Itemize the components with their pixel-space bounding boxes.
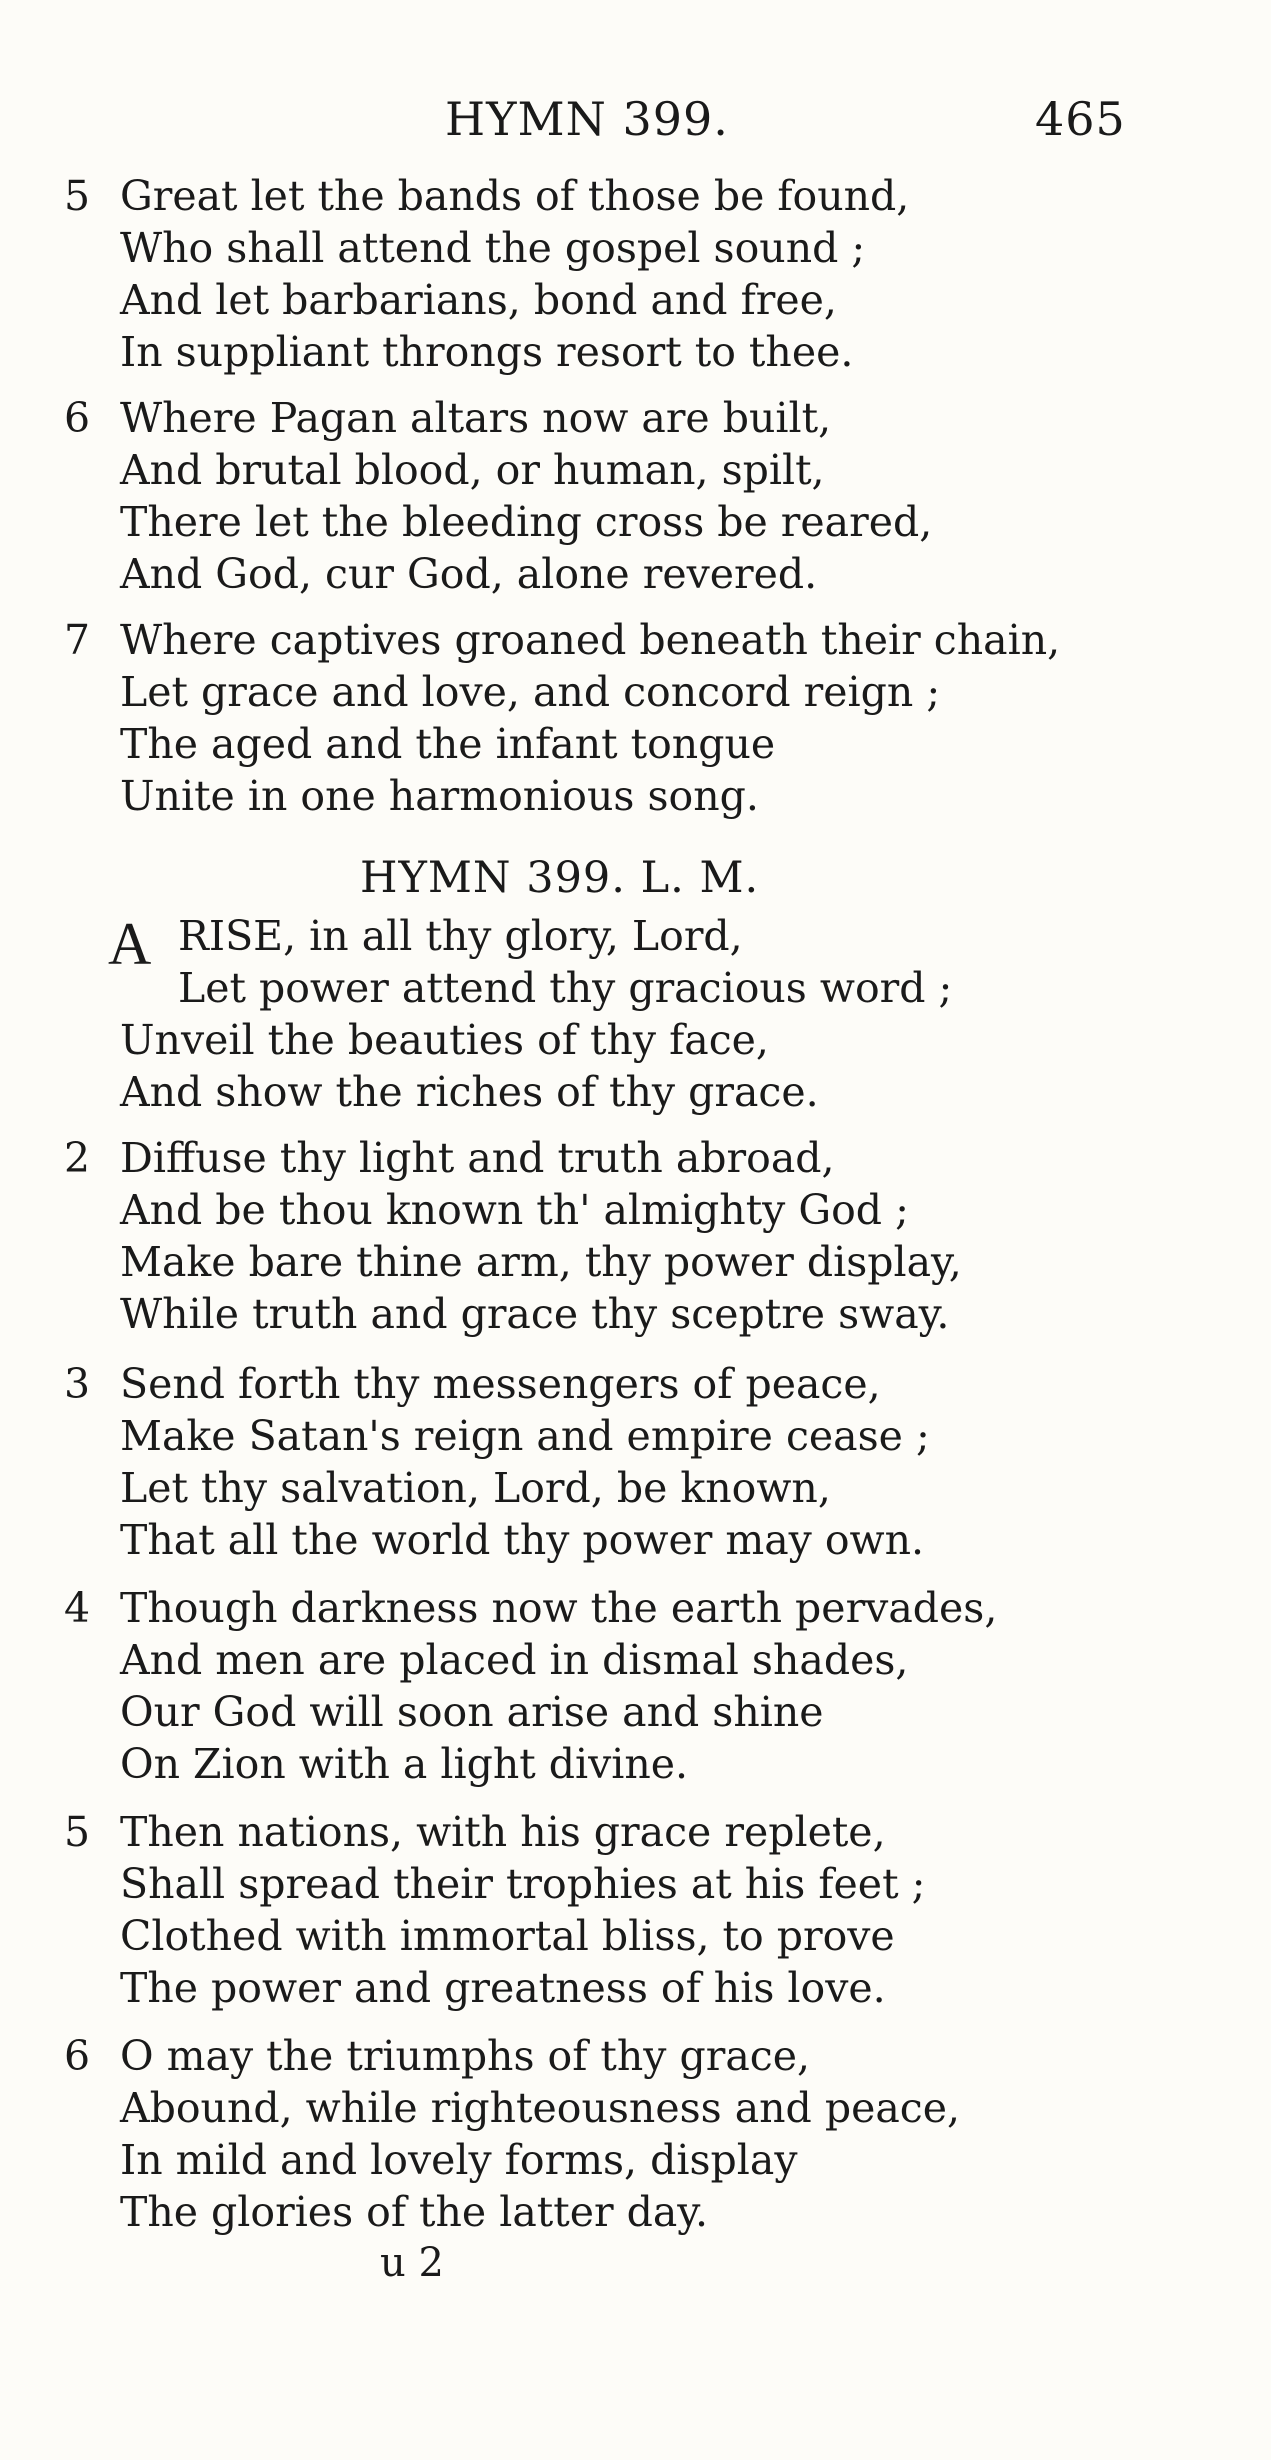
verse-line: In suppliant throngs resort to thee. [120, 328, 854, 376]
drop-cap: A [108, 911, 152, 977]
verse-line: Make Satan's reign and empire cease ; [120, 1412, 930, 1460]
verse-line: And let barbarians, bond and free, [120, 276, 837, 324]
verse-line: O may the triumphs of thy grace, [120, 2032, 811, 2080]
verse-line: And men are placed in dismal shades, [120, 1636, 909, 1684]
verse-line: The glories of the latter day. [120, 2188, 709, 2236]
verse-line: The aged and the infant tongue [120, 720, 776, 768]
page-number: 465 [1035, 92, 1126, 146]
hymn-heading: HYMN 399. L. M. [360, 853, 760, 903]
verse-line: In mild and lovely forms, display [120, 2136, 798, 2184]
verse-line: Great let the bands of those be found, [120, 172, 910, 220]
verse-line: While truth and grace thy sceptre sway. [120, 1290, 950, 1338]
stanza-number: 4 [64, 1584, 91, 1632]
stanza-number: 3 [64, 1360, 91, 1408]
verse-line: Abound, while righteousness and peace, [120, 2084, 961, 2132]
stanza-number: 7 [64, 616, 91, 664]
stanza-number: 6 [64, 2032, 91, 2080]
verse-line: Unveil the beauties of thy face, [120, 1016, 769, 1064]
verse-line: Where Pagan altars now are built, [120, 394, 832, 442]
verse-line: Who shall attend the gospel sound ; [120, 224, 866, 272]
verse-line: On Zion with a light divine. [120, 1740, 689, 1788]
verse-line: Let grace and love, and concord reign ; [120, 668, 941, 716]
verse-line: Unite in one harmonious song. [120, 772, 759, 820]
verse-line: And show the riches of thy grace. [120, 1068, 819, 1116]
verse-line: Where captives groaned beneath their chain, [120, 616, 1061, 664]
verse-line: And be thou known th' almighty God ; [120, 1186, 909, 1234]
signature-mark: u 2 [380, 2240, 444, 2286]
verse-line: And brutal blood, or human, spilt, [120, 446, 825, 494]
verse-line: Send forth thy messengers of peace, [120, 1360, 881, 1408]
stanza-number: 5 [64, 1808, 91, 1856]
verse-line: Diffuse thy light and truth abroad, [120, 1134, 835, 1182]
verse-line: Let power attend thy gracious word ; [178, 964, 953, 1012]
verse-line: The power and greatness of his love. [120, 1964, 886, 2012]
running-head-title: HYMN 399. [445, 92, 729, 146]
verse-line: Make bare thine arm, thy power display, [120, 1238, 962, 1286]
verse-line: That all the world thy power may own. [120, 1516, 925, 1564]
verse-line: Let thy salvation, Lord, be known, [120, 1464, 831, 1512]
verse-line: RISE, in all thy glory, Lord, [178, 912, 743, 960]
verse-line: Though darkness now the earth pervades, [120, 1584, 998, 1632]
running-head [445, 92, 1145, 152]
verse-line: And God, cur God, alone revered. [120, 550, 818, 598]
stanza-number: 6 [64, 394, 91, 442]
verse-line: Shall spread their trophies at his feet ; [120, 1860, 926, 1908]
verse-line: Our God will soon arise and shine [120, 1688, 824, 1736]
verse-line: Clothed with immortal bliss, to prove [120, 1912, 895, 1960]
stanza-number: 5 [64, 172, 91, 220]
stanza-number: 2 [64, 1134, 91, 1182]
verse-line: Then nations, with his grace replete, [120, 1808, 886, 1856]
verse-line: There let the bleeding cross be reared, [120, 498, 933, 546]
